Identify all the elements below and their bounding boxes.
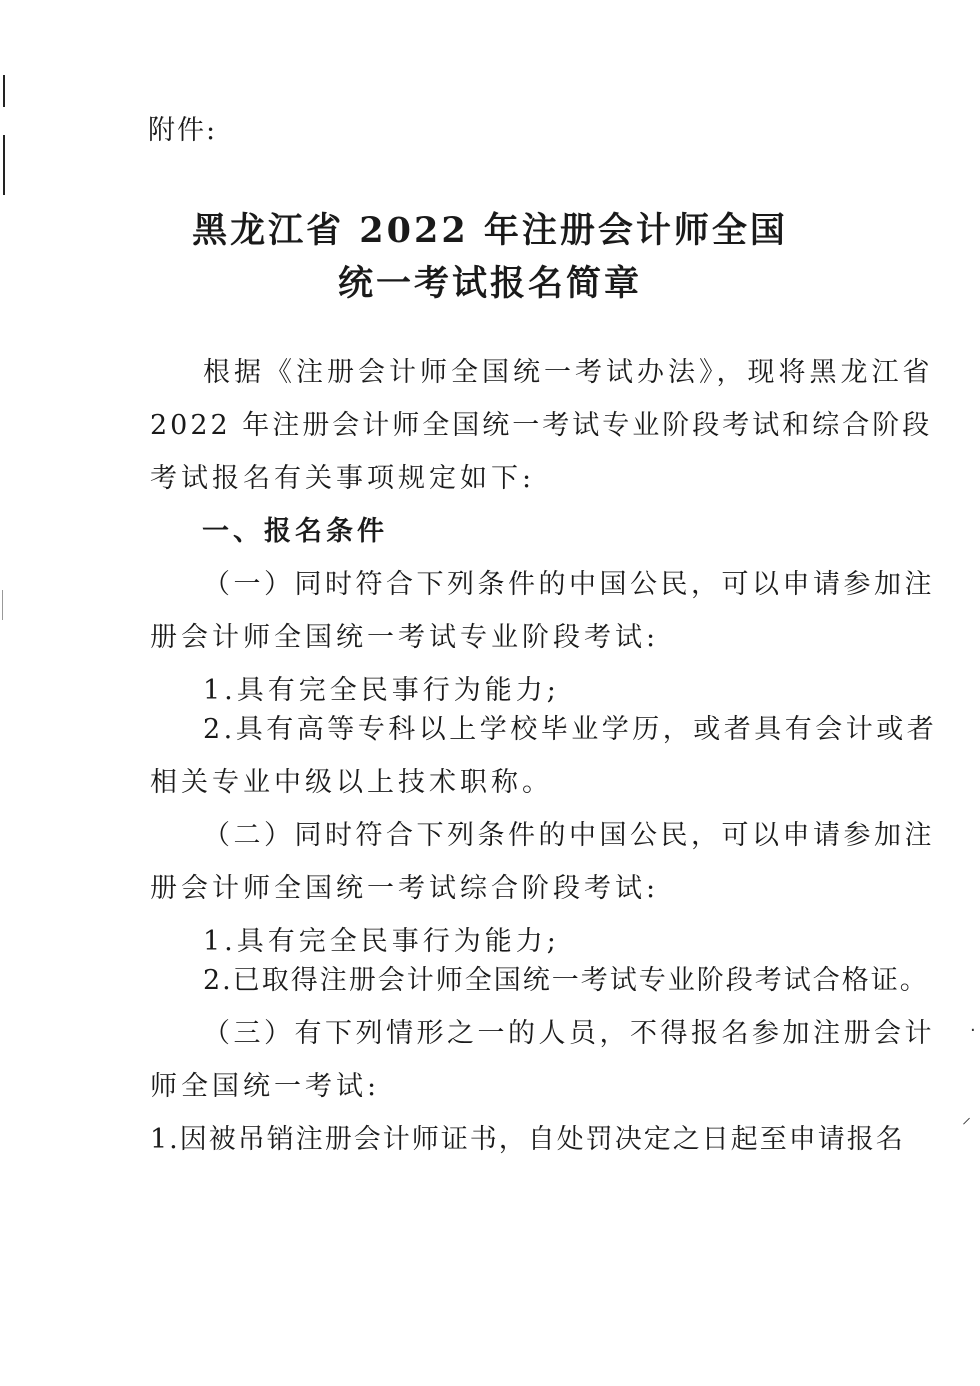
paragraph-line: 根据《注册会计师全国统一考试办法》，现将黑龙江省: [203, 357, 934, 388]
list-item: 1.因被吊销注册会计师证书，自处罚决定之日起至申请报名: [150, 1124, 905, 1155]
paragraph-line: （三）有下列情形之一的人员，不得报名参加注册会计: [203, 1018, 935, 1049]
list-item-continuation: 相关专业中级以上技术职称。: [150, 767, 553, 798]
title-line-2: 统一考试报名简章: [337, 263, 642, 304]
paragraph-line: （一）同时符合下列条件的中国公民，可以申请参加注: [203, 569, 935, 600]
paragraph-line: 2022 年注册会计师全国统一考试专业阶段考试和综合阶段: [150, 410, 933, 441]
scan-speck: ·: [970, 1020, 976, 1041]
list-item: 2.已取得注册会计师全国统一考试专业阶段考试合格证。: [203, 965, 929, 996]
paragraph-line: 册会计师全国统一考试综合阶段考试:: [150, 873, 660, 904]
paragraph-line: （二）同时符合下列条件的中国公民，可以申请参加注: [203, 820, 935, 851]
list-item: 1.具有完全民事行为能力;: [203, 675, 560, 706]
scan-edge-mark: [2, 590, 3, 620]
scan-speck: ⸝: [962, 1107, 971, 1128]
scan-edge-mark: [3, 75, 5, 107]
list-item: 2.具有高等专科以上学校毕业学历，或者具有会计或者: [203, 714, 938, 745]
list-item: 1.具有完全民事行为能力;: [203, 926, 560, 957]
paragraph-line: 册会计师全国统一考试专业阶段考试:: [150, 622, 660, 653]
scan-edge-mark: [3, 135, 5, 195]
paragraph-line: 考试报名有关事项规定如下:: [150, 463, 536, 494]
attachment-label: 附件:: [148, 115, 218, 146]
section-heading: 一、报名条件: [202, 516, 388, 547]
paragraph-line: 师全国统一考试:: [150, 1071, 381, 1102]
title-line-1: 黑龙江省 2022 年注册会计师全国: [192, 210, 788, 251]
